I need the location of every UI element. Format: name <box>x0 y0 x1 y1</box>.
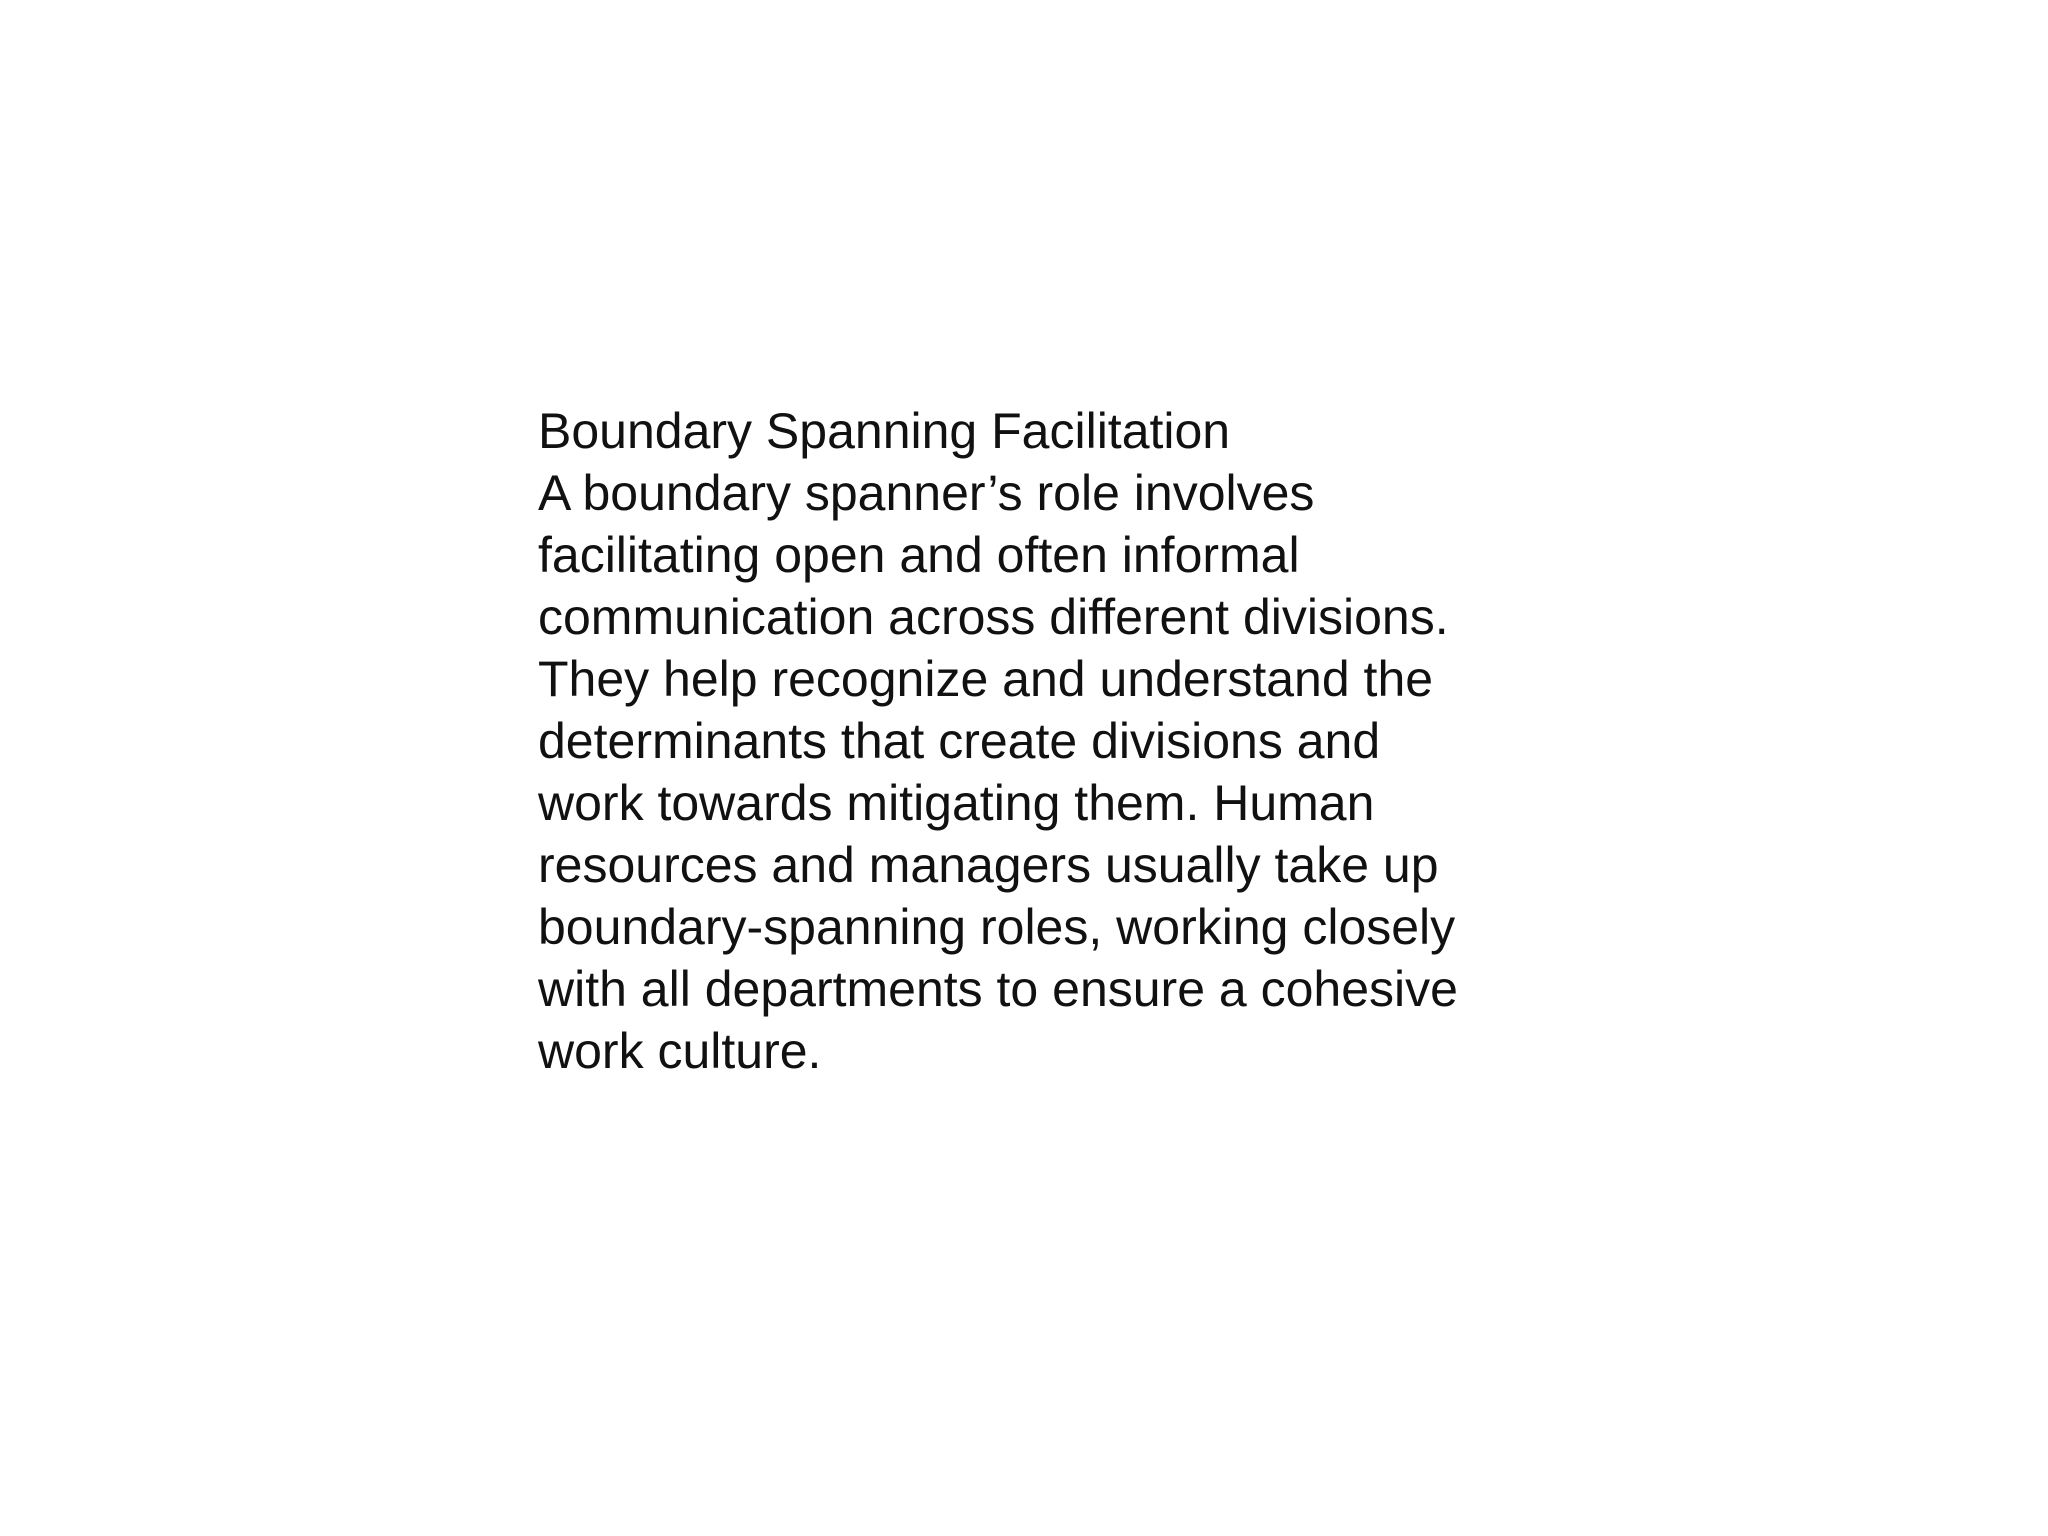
body-line: determinants that create divisions and <box>538 713 1381 769</box>
text-block <box>538 400 1538 1082</box>
body-line: A boundary spanner’s role involves <box>538 465 1315 521</box>
body-line: facilitating open and often informal <box>538 527 1300 583</box>
body-line: communication across different divisions. <box>538 589 1449 645</box>
body-line: work towards mitigating them. Human <box>538 775 1375 831</box>
body-line: work culture. <box>538 1023 822 1079</box>
body-line: They help recognize and understand the <box>538 651 1434 707</box>
body-line: resources and managers usually take up <box>538 837 1439 893</box>
body-line: with all departments to ensure a cohesive <box>538 961 1458 1017</box>
document-title: Boundary Spanning Facilitation <box>538 403 1231 459</box>
body-line: boundary-spanning roles, working closely <box>538 899 1456 955</box>
